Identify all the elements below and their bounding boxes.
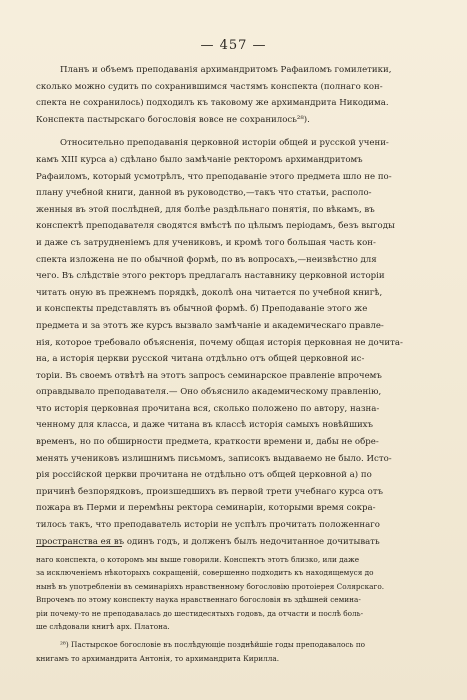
footnote-continued <box>36 553 434 633</box>
paragraph-1 <box>36 62 434 128</box>
text-line: рія россійской церкви прочитана не отдѣльно отъ общей церковной а) по <box>36 470 372 481</box>
text-line: и даже съ затрудненіемъ для учениковъ, и кромѣ того большая часть кон- <box>36 237 376 248</box>
text-line: предмета и за этотъ же курсъ вызвало замѣчаніе и академическаго правле- <box>36 320 384 331</box>
text-line: нія, которое требовало объясненія, почему общая исторія церковная не дочита- <box>36 337 403 348</box>
text-line: читать оную въ прежнемъ порядкѣ, доколѣ она читается по учебной книгѣ, <box>36 287 383 298</box>
footnotes <box>36 553 434 665</box>
text-line: ченному для класса, и даже читана въ классѣ исторія самыхъ новѣйшихъ <box>36 420 373 431</box>
footnote-line: книгамъ то архимандрита Антонія, то архимандрита Кирилла. <box>36 653 280 663</box>
footnote-line: Впрочемъ по этому конспекту наука нравственнаго богословія въ здѣшней семина- <box>36 595 361 605</box>
text-line: оправдывало преподавателя.— Оно объяснило академическому правленію, <box>36 387 382 398</box>
text-line: временъ, но по обширности предмета, краткости времени и, дабы не обре- <box>36 437 379 448</box>
text-line: и конспекты представлять въ обычной формѣ. б) Преподаваніе этого же <box>36 304 368 315</box>
text-line: камъ XIII курса а) сдѣлано было замѣчаніе ректоромъ архимандритомъ <box>36 154 363 165</box>
text-line: сколько можно судить по сохранившимся частямъ конспекта (полнаго кон- <box>36 81 383 92</box>
text-line: пожара въ Перми и перемѣны ректора семинаріи, которыми время сокра- <box>36 503 376 514</box>
text-line: женныя въ этой послѣдней, для болѣе раздѣльнаго понятія, по вѣкамъ, въ <box>36 204 375 215</box>
text-line: Планъ и объемъ преподаванія архимандритомъ Рафаиломъ гомилетики, <box>60 65 392 75</box>
text-line: что исторія церковная прочитана вся, сколько положено по автору, назна- <box>36 403 380 414</box>
paragraph-2 <box>36 135 434 550</box>
text-line: Конспекта пастырскаго богословія вовсе не сохранилось²⁸). <box>36 114 310 125</box>
text-line: чего. Въ слѣдствіе этого ректоръ предлагалъ наставнику церковной исторіи <box>36 271 385 282</box>
text-line: пространства ея въ одинъ годъ, и долженъ былъ недочитанное дочитывать <box>36 536 380 547</box>
footnote-line: за исключеніемъ нѣкоторыхъ сокращеній, совершенно подходитъ къ находящемуся до <box>36 568 374 578</box>
text-line: менять учениковъ излишнимъ письмомъ, записокъ выдаваемо не было. Исто- <box>36 453 392 464</box>
text-line: конспектѣ преподавателя сводятся вмѣстѣ по цѣлымъ періодамъ, безъ выгоды <box>36 221 395 232</box>
text-line: спекта не сохранилось) подходилъ къ таковому же архимандрита Никодима. <box>36 98 389 109</box>
text-line: тилось такъ, что преподаватель исторіи не успѣлъ прочитать положеннаго <box>36 520 380 531</box>
text-line: плану учебной книги, данной въ руководство,—такъ что статьи, располо- <box>36 188 372 199</box>
page-number: — 457 — <box>200 38 267 53</box>
footnote-divider <box>36 546 122 547</box>
footnote-line: наго конспекта, о которомъ мы выше говорили. Конспектъ этотъ близко, или даже <box>36 555 360 564</box>
text-line: на, а исторія церкви русской читана отдѣльно отъ общей церковной ис- <box>36 354 365 365</box>
text-line: торіи. Въ своемъ отвѣтѣ на этотъ запросъ семинарское правленіе впрочемъ <box>36 370 382 381</box>
text-line: причинѣ безпорядковъ, произшедшихъ въ первой трети учебнаго курса отъ <box>36 486 383 497</box>
footnote-28 <box>36 638 434 665</box>
text-line: спекта изложена не по обычной формѣ, по въ вопросахъ,—неизвѣстно для <box>36 254 377 265</box>
footnote-line: ріи почему-то не преподавалась до шестидесятыхъ годовъ, да отчасти и послѣ боль- <box>36 608 364 618</box>
footnote-line: нынѣ въ употребленіи въ семинаріяхъ нравственному богословію протоіерея Солярскаго. <box>36 581 385 591</box>
footnote-line: ²⁸) Пастырское богословіе въ послѣдующіе позднѣйшіе годы преподавалось по <box>60 640 366 650</box>
text-line: Рафаиломъ, который усмотрѣлъ, что преподаваніе этого предмета шло не по- <box>36 171 392 182</box>
text-line: Относительно преподаванія церковной исторіи общей и русской учени- <box>60 138 389 149</box>
footnote-line: ше слѣдовали книгѣ арх. Платона. <box>36 621 170 631</box>
body-text <box>36 62 434 550</box>
